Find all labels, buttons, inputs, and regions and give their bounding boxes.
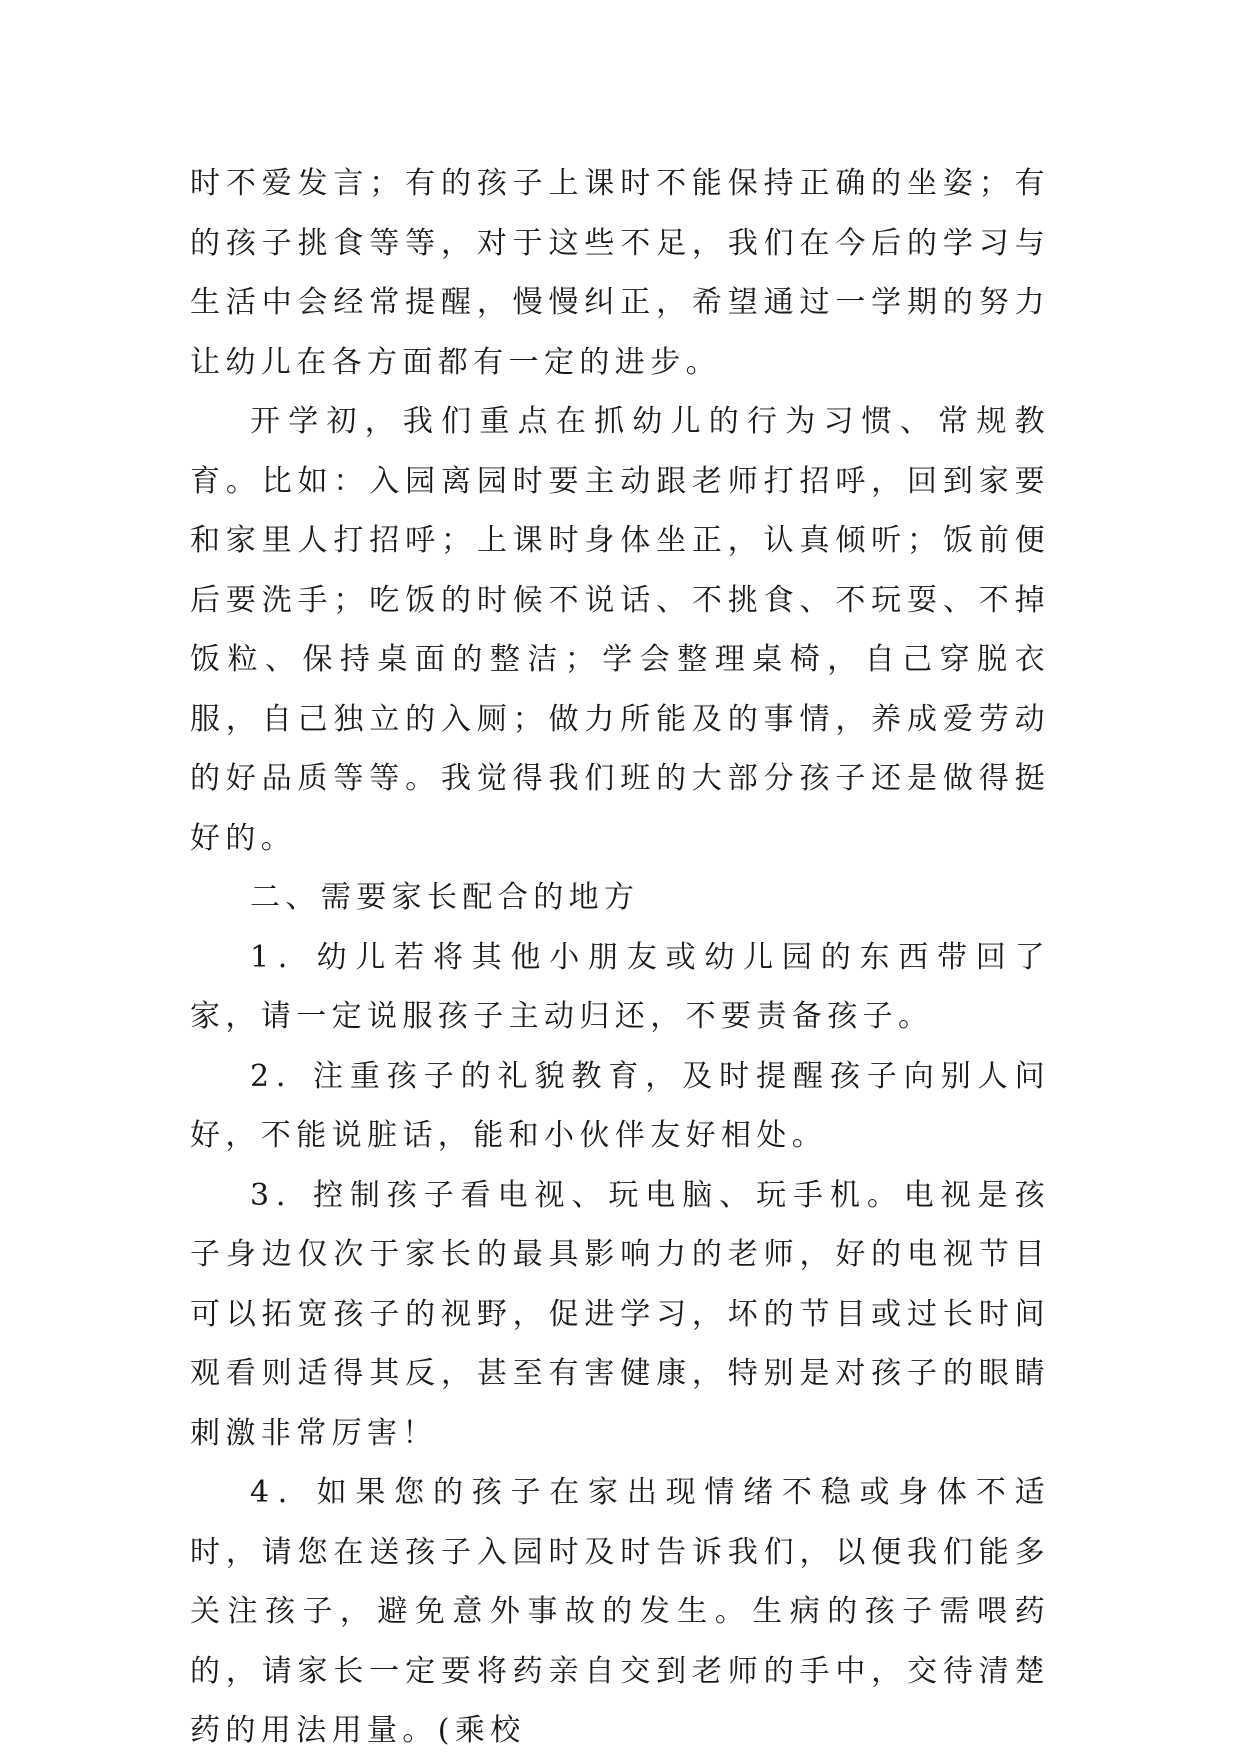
body-text xyxy=(190,154,1050,1761)
section-heading-parent-cooperation: 二、需要家长配合的地方 xyxy=(250,880,640,915)
paragraph-continuation: 时不爱发言；有的孩子上课时不能保持正确的坐姿；有的孩子挑食等等，对于这些不足，我们在今后的学习与生活中会经常提醒，慢慢纠正，希望通过一学期的努力让幼儿在各方面都有一定的进步。 xyxy=(190,166,1050,380)
list-item-1: 1．幼儿若将其他小朋友或幼儿园的东西带回了家，请一定说服孩子主动归还，不要责备孩子。 xyxy=(190,939,1050,1034)
list-item-3: 3．控制孩子看电视、玩电脑、玩手机。电视是孩子身边仅次于家长的最具影响力的老师，好的电视节目可以拓宽孩子的视野，促进学习，坏的节目或过长时间观看则适得其反，甚至有害健康，特别是对孩子的眼睛刺激非常厉害！ xyxy=(190,1177,1050,1451)
list-item-2: 2．注重孩子的礼貌教育，及时提醒孩子向别人问好，不能说脏话，能和小伙伴友好相处。 xyxy=(190,1058,1050,1153)
list-item-4: 4．如果您的孩子在家出现情绪不稳或身体不适时，请您在送孩子入园时及时告诉我们，以便我们能多关注孩子，避免意外事故的发生。生病的孩子需喂药的，请家长一定要将药亲自交到老师的手中，交待清楚药的用法用量。(乘校 xyxy=(190,1475,1050,1748)
paragraph-routine-education: 开学初，我们重点在抓幼儿的行为习惯、常规教育。比如：入园离园时要主动跟老师打招呼，回到家要和家里人打招呼；上课时身体坐正，认真倾听；饭前便后要洗手；吃饭的时候不说话、不挑食、不玩耍、不掉饭粒、保持桌面的整洁；学会整理桌椅，自己穿脱衣服，自己独立的入厕；做力所能及的事情，养成爱劳动的好品质等等。我觉得我们班的大部分孩子还是做得挺好的。 xyxy=(190,404,1050,856)
